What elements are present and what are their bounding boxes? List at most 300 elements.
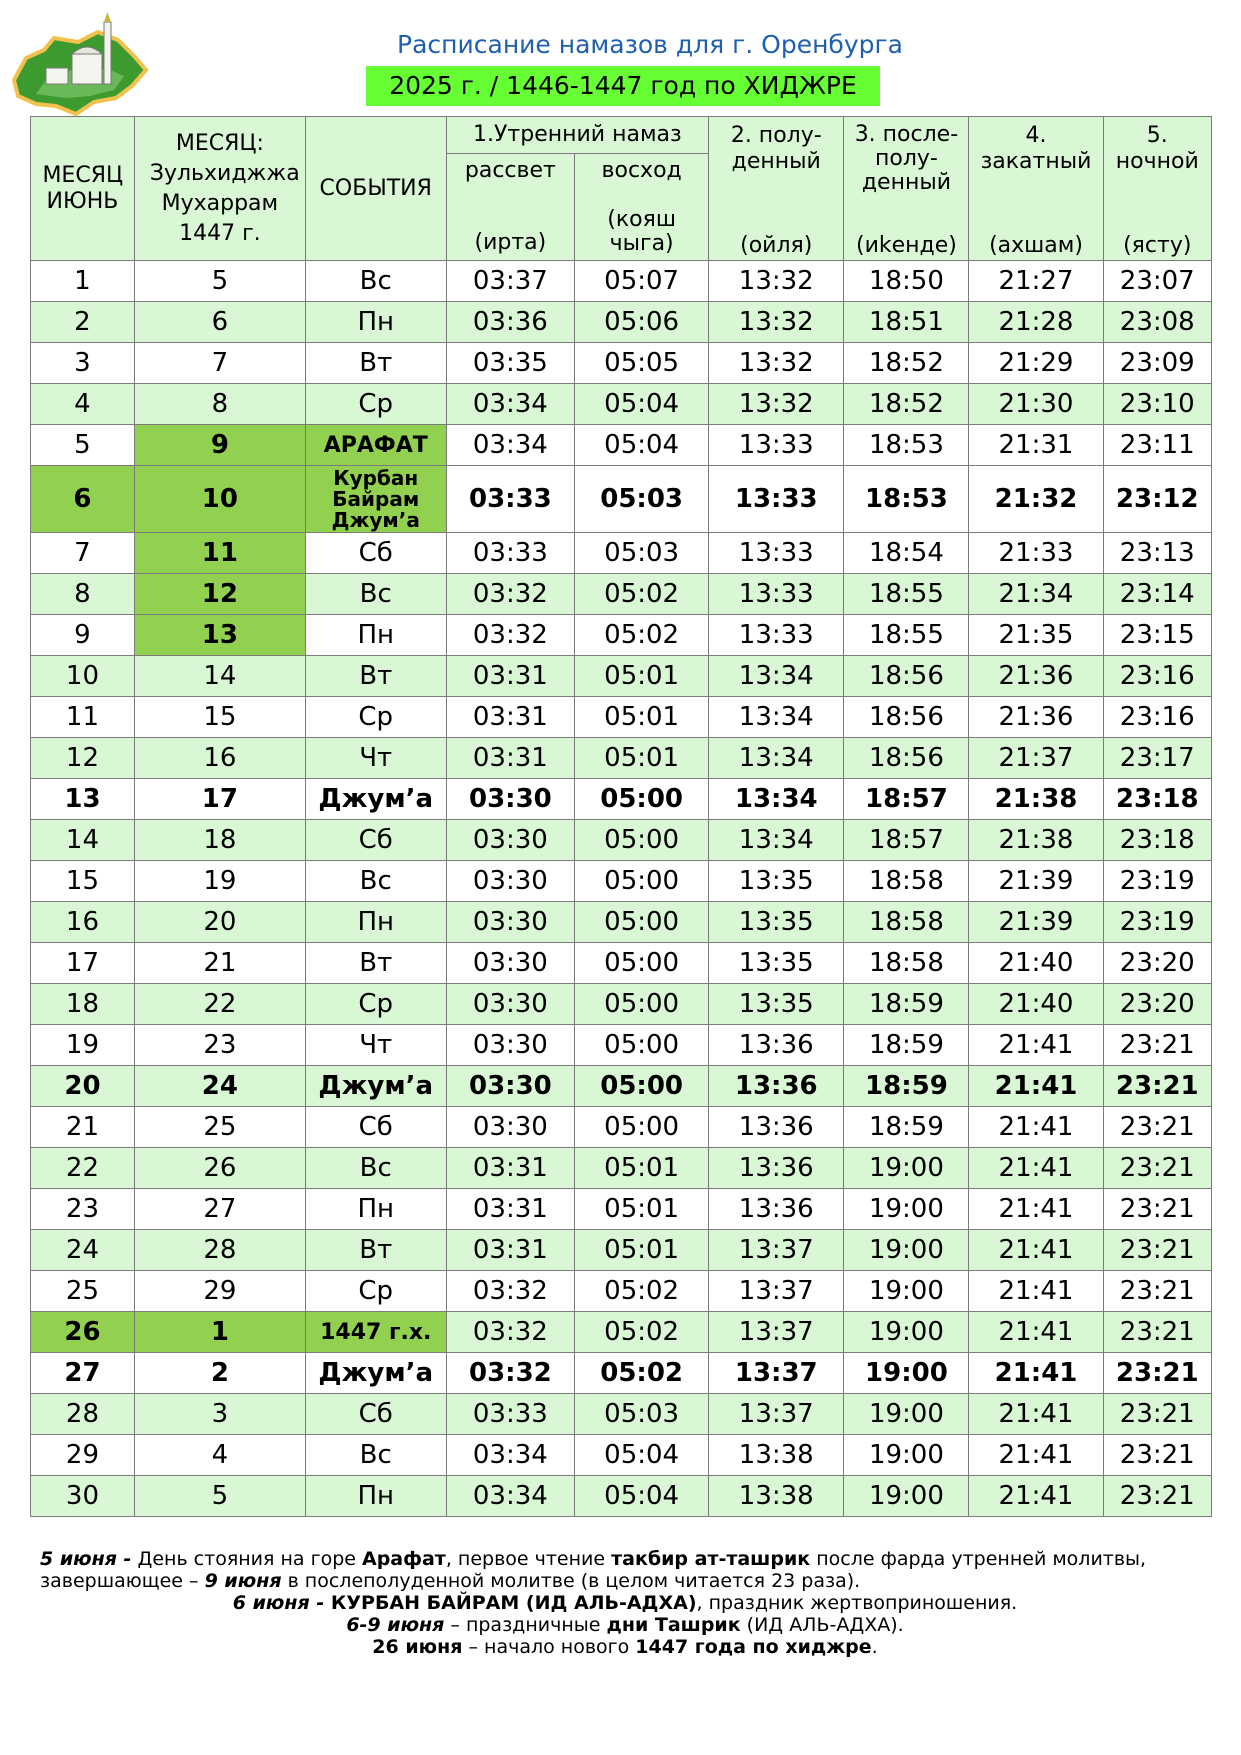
cell-fajr: 03:32 (446, 1353, 574, 1394)
cell-isha: 23:21 (1103, 1189, 1211, 1230)
cell-hijri: 17 (134, 779, 305, 820)
cell-fajr: 03:31 (446, 1148, 574, 1189)
cell-day: 1 (31, 261, 135, 302)
cell-event: Пн (305, 1189, 446, 1230)
cell-sunrise: 05:07 (575, 261, 709, 302)
cell-isha: 23:08 (1103, 302, 1211, 343)
cell-dhuhr: 13:32 (709, 343, 844, 384)
cell-sunrise: 05:01 (575, 697, 709, 738)
cell-event: Вт (305, 343, 446, 384)
header-month: МЕСЯЦ ИЮНЬ (31, 117, 135, 261)
cell-hijri: 2 (134, 1353, 305, 1394)
cell-fajr: 03:30 (446, 861, 574, 902)
cell-dhuhr: 13:32 (709, 261, 844, 302)
cell-day: 25 (31, 1271, 135, 1312)
cell-fajr: 03:32 (446, 574, 574, 615)
cell-event: Вс (305, 261, 446, 302)
cell-maghrib: 21:29 (969, 343, 1103, 384)
cell-event: Сб (305, 1394, 446, 1435)
cell-event: Ср (305, 1271, 446, 1312)
cell-fajr: 03:35 (446, 343, 574, 384)
cell-asr: 18:58 (844, 861, 969, 902)
cell-maghrib: 21:41 (969, 1107, 1103, 1148)
cell-sunrise: 05:04 (575, 1476, 709, 1517)
table-row (31, 697, 1212, 738)
table-row (31, 615, 1212, 656)
cell-asr: 19:00 (844, 1394, 969, 1435)
table-row (31, 1107, 1212, 1148)
cell-maghrib: 21:33 (969, 533, 1103, 574)
cell-dhuhr: 13:32 (709, 384, 844, 425)
cell-maghrib: 21:41 (969, 1435, 1103, 1476)
cell-asr: 18:58 (844, 902, 969, 943)
cell-dhuhr: 13:35 (709, 861, 844, 902)
cell-dhuhr: 13:33 (709, 466, 844, 533)
table-row (31, 779, 1212, 820)
cell-hijri: 13 (134, 615, 305, 656)
cell-hijri: 24 (134, 1066, 305, 1107)
cell-dhuhr: 13:33 (709, 425, 844, 466)
table-row (31, 574, 1212, 615)
cell-maghrib: 21:38 (969, 820, 1103, 861)
cell-day: 26 (31, 1312, 135, 1353)
cell-day: 2 (31, 302, 135, 343)
cell-asr: 19:00 (844, 1271, 969, 1312)
cell-maghrib: 21:32 (969, 466, 1103, 533)
cell-hijri: 6 (134, 302, 305, 343)
cell-event: Вт (305, 943, 446, 984)
cell-isha: 23:19 (1103, 861, 1211, 902)
cell-hijri: 14 (134, 656, 305, 697)
table-row (31, 1066, 1212, 1107)
cell-isha: 23:21 (1103, 1476, 1211, 1517)
cell-sunrise: 05:02 (575, 574, 709, 615)
header-dawn: рассвет (ирта) (446, 154, 574, 261)
cell-dhuhr: 13:36 (709, 1107, 844, 1148)
cell-fajr: 03:33 (446, 1394, 574, 1435)
cell-isha: 23:20 (1103, 984, 1211, 1025)
cell-isha: 23:20 (1103, 943, 1211, 984)
cell-dhuhr: 13:33 (709, 533, 844, 574)
table-row (31, 1476, 1212, 1517)
cell-hijri: 28 (134, 1230, 305, 1271)
cell-event: Вс (305, 1435, 446, 1476)
cell-dhuhr: 13:37 (709, 1353, 844, 1394)
cell-maghrib: 21:41 (969, 1148, 1103, 1189)
cell-sunrise: 05:01 (575, 1230, 709, 1271)
cell-isha: 23:16 (1103, 697, 1211, 738)
cell-hijri: 23 (134, 1025, 305, 1066)
cell-sunrise: 05:01 (575, 738, 709, 779)
cell-asr: 18:55 (844, 574, 969, 615)
cell-isha: 23:15 (1103, 615, 1211, 656)
cell-day: 3 (31, 343, 135, 384)
note-new-year: 26 июня – начало нового 1447 года по хиджре. (372, 1636, 878, 1658)
cell-fajr: 03:30 (446, 1025, 574, 1066)
cell-day: 16 (31, 902, 135, 943)
cell-day: 4 (31, 384, 135, 425)
cell-isha: 23:19 (1103, 902, 1211, 943)
cell-event: Курбан Байрам Джум’а (305, 466, 446, 533)
table-row (31, 943, 1212, 984)
cell-asr: 18:59 (844, 1107, 969, 1148)
cell-isha: 23:17 (1103, 738, 1211, 779)
header-events: СОБЫТИЯ (305, 117, 446, 261)
cell-fajr: 03:32 (446, 1271, 574, 1312)
cell-maghrib: 21:30 (969, 384, 1103, 425)
cell-dhuhr: 13:34 (709, 656, 844, 697)
table-row (31, 984, 1212, 1025)
cell-isha: 23:16 (1103, 656, 1211, 697)
cell-fajr: 03:33 (446, 533, 574, 574)
cell-event: Джум’а (305, 1066, 446, 1107)
table-row (31, 466, 1212, 533)
cell-dhuhr: 13:35 (709, 984, 844, 1025)
header-afternoon: 3. после- полу- денный (иkенде) (844, 117, 969, 261)
table-row (31, 302, 1212, 343)
cell-hijri: 29 (134, 1271, 305, 1312)
cell-asr: 18:53 (844, 425, 969, 466)
cell-maghrib: 21:41 (969, 1025, 1103, 1066)
header-noon: 2. полу- денный (ойля) (709, 117, 844, 261)
cell-asr: 18:56 (844, 697, 969, 738)
cell-day: 12 (31, 738, 135, 779)
cell-hijri: 5 (134, 1476, 305, 1517)
cell-maghrib: 21:41 (969, 1312, 1103, 1353)
cell-hijri: 12 (134, 574, 305, 615)
cell-dhuhr: 13:34 (709, 779, 844, 820)
logo (6, 10, 156, 120)
cell-event: Джум’а (305, 1353, 446, 1394)
cell-isha: 23:13 (1103, 533, 1211, 574)
cell-isha: 23:21 (1103, 1435, 1211, 1476)
cell-asr: 18:59 (844, 1066, 969, 1107)
cell-sunrise: 05:00 (575, 1025, 709, 1066)
cell-asr: 19:00 (844, 1353, 969, 1394)
cell-asr: 18:57 (844, 820, 969, 861)
cell-fajr: 03:34 (446, 425, 574, 466)
cell-maghrib: 21:35 (969, 615, 1103, 656)
cell-day: 30 (31, 1476, 135, 1517)
cell-dhuhr: 13:38 (709, 1476, 844, 1517)
cell-asr: 19:00 (844, 1189, 969, 1230)
cell-fajr: 03:30 (446, 902, 574, 943)
table-row (31, 343, 1212, 384)
cell-hijri: 20 (134, 902, 305, 943)
cell-isha: 23:21 (1103, 1394, 1211, 1435)
cell-sunrise: 05:01 (575, 656, 709, 697)
cell-sunrise: 05:02 (575, 1312, 709, 1353)
cell-dhuhr: 13:36 (709, 1189, 844, 1230)
cell-day: 19 (31, 1025, 135, 1066)
cell-asr: 18:52 (844, 343, 969, 384)
cell-maghrib: 21:39 (969, 902, 1103, 943)
cell-maghrib: 21:34 (969, 574, 1103, 615)
header-sunset: 4. закатный (ахшам) (969, 117, 1103, 261)
cell-fajr: 03:36 (446, 302, 574, 343)
cell-maghrib: 21:41 (969, 1066, 1103, 1107)
cell-sunrise: 05:06 (575, 302, 709, 343)
cell-sunrise: 05:02 (575, 1271, 709, 1312)
cell-sunrise: 05:03 (575, 533, 709, 574)
cell-hijri: 21 (134, 943, 305, 984)
cell-day: 14 (31, 820, 135, 861)
cell-isha: 23:21 (1103, 1025, 1211, 1066)
cell-isha: 23:11 (1103, 425, 1211, 466)
cell-sunrise: 05:00 (575, 820, 709, 861)
cell-dhuhr: 13:33 (709, 615, 844, 656)
cell-dhuhr: 13:38 (709, 1435, 844, 1476)
cell-event: Вт (305, 1230, 446, 1271)
cell-dhuhr: 13:35 (709, 902, 844, 943)
cell-asr: 18:53 (844, 466, 969, 533)
cell-asr: 19:00 (844, 1435, 969, 1476)
cell-day: 13 (31, 779, 135, 820)
cell-dhuhr: 13:37 (709, 1312, 844, 1353)
note-arafat: 5 июня - День стояния на горе Арафат, первое чтение такбир ат-ташрик после фарда утренней молитвы, завершающее – 9 июня в послеполуденной молитве (в целом читается 23 раза). (40, 1548, 1147, 1592)
cell-hijri: 9 (134, 425, 305, 466)
table-row (31, 261, 1212, 302)
cell-fajr: 03:32 (446, 615, 574, 656)
cell-sunrise: 05:01 (575, 1148, 709, 1189)
cell-dhuhr: 13:34 (709, 820, 844, 861)
cell-fajr: 03:30 (446, 943, 574, 984)
table-row (31, 1312, 1212, 1353)
cell-event: Чт (305, 738, 446, 779)
cell-isha: 23:21 (1103, 1107, 1211, 1148)
cell-hijri: 26 (134, 1148, 305, 1189)
cell-sunrise: 05:01 (575, 1189, 709, 1230)
cell-asr: 19:00 (844, 1148, 969, 1189)
cell-hijri: 27 (134, 1189, 305, 1230)
cell-day: 18 (31, 984, 135, 1025)
cell-fajr: 03:31 (446, 1189, 574, 1230)
cell-hijri: 19 (134, 861, 305, 902)
cell-day: 9 (31, 615, 135, 656)
cell-day: 27 (31, 1353, 135, 1394)
cell-dhuhr: 13:34 (709, 697, 844, 738)
cell-sunrise: 05:03 (575, 1394, 709, 1435)
cell-day: 17 (31, 943, 135, 984)
table-row (31, 1025, 1212, 1066)
cell-maghrib: 21:38 (969, 779, 1103, 820)
cell-hijri: 10 (134, 466, 305, 533)
cell-isha: 23:21 (1103, 1148, 1211, 1189)
cell-event: Ср (305, 697, 446, 738)
cell-sunrise: 05:00 (575, 902, 709, 943)
cell-fajr: 03:31 (446, 697, 574, 738)
cell-sunrise: 05:02 (575, 615, 709, 656)
cell-day: 29 (31, 1435, 135, 1476)
cell-fajr: 03:33 (446, 466, 574, 533)
cell-fajr: 03:34 (446, 384, 574, 425)
cell-hijri: 22 (134, 984, 305, 1025)
cell-dhuhr: 13:37 (709, 1394, 844, 1435)
table-row (31, 1394, 1212, 1435)
cell-asr: 18:56 (844, 656, 969, 697)
prayer-schedule-table (30, 116, 1212, 1517)
cell-fajr: 03:30 (446, 820, 574, 861)
cell-asr: 18:56 (844, 738, 969, 779)
cell-dhuhr: 13:36 (709, 1066, 844, 1107)
note-kurban-bayram: 6 июня - КУРБАН БАЙРАМ (ИД АЛЬ-АДХА), праздник жертвоприношения. (232, 1592, 1018, 1614)
cell-day: 20 (31, 1066, 135, 1107)
cell-maghrib: 21:41 (969, 1394, 1103, 1435)
cell-asr: 18:54 (844, 533, 969, 574)
cell-event: Джум’а (305, 779, 446, 820)
cell-asr: 19:00 (844, 1476, 969, 1517)
cell-hijri: 4 (134, 1435, 305, 1476)
header-hijri-month: МЕСЯЦ: Зульхиджжа Мухаррам 1447 г. (134, 117, 305, 261)
cell-maghrib: 21:40 (969, 943, 1103, 984)
cell-fajr: 03:34 (446, 1476, 574, 1517)
cell-maghrib: 21:36 (969, 656, 1103, 697)
cell-event: АРАФАТ (305, 425, 446, 466)
cell-fajr: 03:32 (446, 1312, 574, 1353)
cell-hijri: 18 (134, 820, 305, 861)
cell-maghrib: 21:41 (969, 1476, 1103, 1517)
cell-day: 7 (31, 533, 135, 574)
cell-maghrib: 21:41 (969, 1189, 1103, 1230)
cell-asr: 18:58 (844, 943, 969, 984)
cell-sunrise: 05:05 (575, 343, 709, 384)
table-row (31, 861, 1212, 902)
cell-asr: 18:59 (844, 1025, 969, 1066)
cell-maghrib: 21:41 (969, 1230, 1103, 1271)
table-row (31, 1353, 1212, 1394)
page-subtitle: 2025 г. / 1446-1447 год по ХИДЖРЕ (366, 66, 880, 106)
cell-asr: 18:51 (844, 302, 969, 343)
cell-day: 23 (31, 1189, 135, 1230)
table-row (31, 425, 1212, 466)
cell-fajr: 03:31 (446, 656, 574, 697)
cell-asr: 18:59 (844, 984, 969, 1025)
cell-dhuhr: 13:34 (709, 738, 844, 779)
cell-hijri: 7 (134, 343, 305, 384)
cell-fajr: 03:37 (446, 261, 574, 302)
cell-maghrib: 21:41 (969, 1271, 1103, 1312)
cell-event: Сб (305, 533, 446, 574)
cell-day: 8 (31, 574, 135, 615)
cell-event: Сб (305, 820, 446, 861)
cell-hijri: 1 (134, 1312, 305, 1353)
cell-maghrib: 21:39 (969, 861, 1103, 902)
cell-event: Вт (305, 656, 446, 697)
header-morning: 1.Утренний намаз (446, 117, 709, 154)
cell-day: 21 (31, 1107, 135, 1148)
cell-isha: 23:18 (1103, 779, 1211, 820)
cell-isha: 23:07 (1103, 261, 1211, 302)
cell-maghrib: 21:36 (969, 697, 1103, 738)
table-row (31, 1189, 1212, 1230)
table-row (31, 738, 1212, 779)
cell-day: 24 (31, 1230, 135, 1271)
cell-maghrib: 21:31 (969, 425, 1103, 466)
cell-isha: 23:12 (1103, 466, 1211, 533)
table-row (31, 1271, 1212, 1312)
note-tashrik: 6-9 июня – праздничные дни Ташрик (ИД АЛЬ-АДХА). (346, 1614, 904, 1636)
table-row (31, 1148, 1212, 1189)
table-row (31, 656, 1212, 697)
cell-dhuhr: 13:32 (709, 302, 844, 343)
cell-day: 22 (31, 1148, 135, 1189)
cell-dhuhr: 13:37 (709, 1230, 844, 1271)
header-night: 5. ночной (ясту) (1103, 117, 1211, 261)
cell-event: Вс (305, 574, 446, 615)
table-row (31, 1230, 1212, 1271)
cell-isha: 23:21 (1103, 1312, 1211, 1353)
cell-maghrib: 21:27 (969, 261, 1103, 302)
cell-hijri: 16 (134, 738, 305, 779)
cell-event: Вс (305, 1148, 446, 1189)
cell-asr: 19:00 (844, 1312, 969, 1353)
cell-fajr: 03:34 (446, 1435, 574, 1476)
cell-hijri: 11 (134, 533, 305, 574)
cell-isha: 23:10 (1103, 384, 1211, 425)
table-row (31, 533, 1212, 574)
cell-isha: 23:14 (1103, 574, 1211, 615)
cell-day: 11 (31, 697, 135, 738)
cell-dhuhr: 13:36 (709, 1025, 844, 1066)
cell-asr: 18:55 (844, 615, 969, 656)
cell-fajr: 03:31 (446, 738, 574, 779)
cell-hijri: 25 (134, 1107, 305, 1148)
cell-isha: 23:21 (1103, 1066, 1211, 1107)
cell-isha: 23:21 (1103, 1271, 1211, 1312)
cell-sunrise: 05:00 (575, 1066, 709, 1107)
cell-event: Ср (305, 384, 446, 425)
cell-asr: 18:50 (844, 261, 969, 302)
cell-day: 10 (31, 656, 135, 697)
cell-sunrise: 05:04 (575, 1435, 709, 1476)
header-sunrise: восход (кояш чыга) (575, 154, 709, 261)
page-title: Расписание намазов для г. Оренбурга (397, 30, 903, 59)
table-row (31, 820, 1212, 861)
cell-isha: 23:21 (1103, 1353, 1211, 1394)
cell-day: 5 (31, 425, 135, 466)
cell-maghrib: 21:37 (969, 738, 1103, 779)
cell-sunrise: 05:02 (575, 1353, 709, 1394)
cell-event: Пн (305, 615, 446, 656)
cell-hijri: 15 (134, 697, 305, 738)
cell-event: Пн (305, 302, 446, 343)
cell-event: Пн (305, 902, 446, 943)
cell-asr: 18:57 (844, 779, 969, 820)
cell-sunrise: 05:04 (575, 384, 709, 425)
cell-sunrise: 05:00 (575, 1107, 709, 1148)
cell-dhuhr: 13:37 (709, 1271, 844, 1312)
cell-maghrib: 21:41 (969, 1353, 1103, 1394)
cell-fajr: 03:31 (446, 1230, 574, 1271)
cell-sunrise: 05:00 (575, 861, 709, 902)
cell-hijri: 5 (134, 261, 305, 302)
cell-fajr: 03:30 (446, 984, 574, 1025)
cell-maghrib: 21:28 (969, 302, 1103, 343)
table-row (31, 384, 1212, 425)
cell-day: 6 (31, 466, 135, 533)
table-row (31, 1435, 1212, 1476)
cell-hijri: 8 (134, 384, 305, 425)
cell-sunrise: 05:00 (575, 984, 709, 1025)
cell-fajr: 03:30 (446, 1107, 574, 1148)
cell-event: Сб (305, 1107, 446, 1148)
cell-event: Чт (305, 1025, 446, 1066)
cell-event: Ср (305, 984, 446, 1025)
cell-isha: 23:09 (1103, 343, 1211, 384)
cell-dhuhr: 13:36 (709, 1148, 844, 1189)
cell-dhuhr: 13:35 (709, 943, 844, 984)
footnotes (40, 1548, 1210, 1658)
